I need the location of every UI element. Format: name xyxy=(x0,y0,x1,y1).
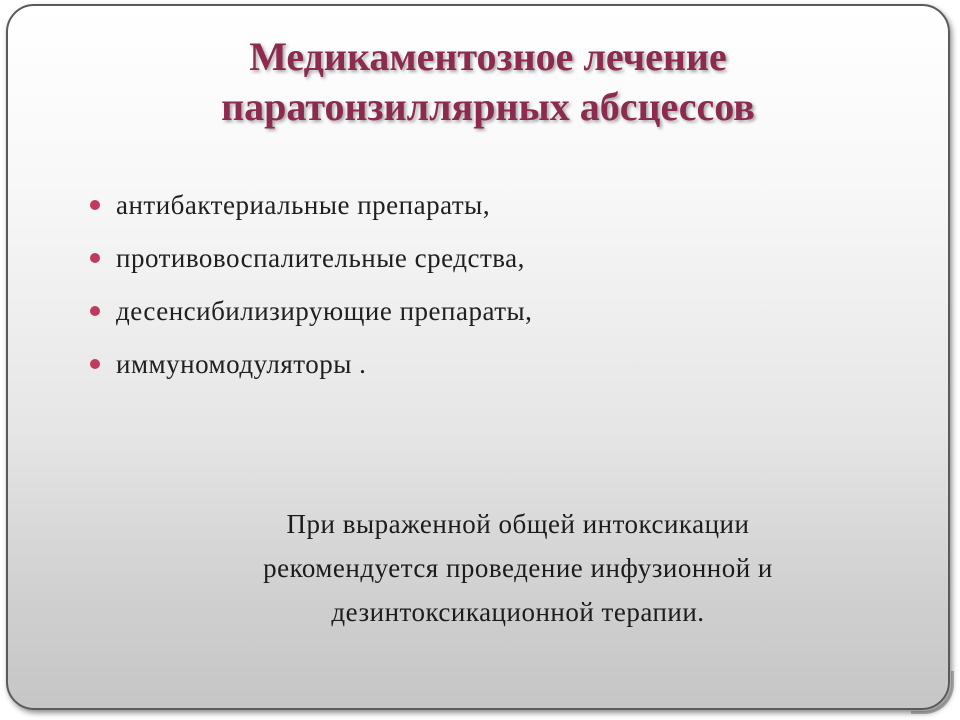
bullet-icon xyxy=(90,200,100,210)
bullet-icon xyxy=(90,359,100,369)
slide-title xyxy=(68,32,908,132)
bullet-item xyxy=(88,184,908,237)
bullet-text: иммуномодуляторы . xyxy=(116,349,367,379)
slide xyxy=(6,4,950,710)
bullet-text: антибактериальные препараты, xyxy=(116,190,491,220)
bullet-icon xyxy=(90,306,100,316)
bullet-text: десенсибилизирующие препараты, xyxy=(116,296,533,326)
note-line-3: дезинтоксикационной терапии. xyxy=(331,597,705,627)
slide-title-line-1: Медикаментозное лечение xyxy=(249,34,727,79)
bullet-icon xyxy=(90,253,100,263)
slide-title-line-2: паратонзиллярных абсцессов xyxy=(221,84,755,129)
note-line-2: рекомендуется проведение инфузионной и xyxy=(263,553,773,583)
bullet-list xyxy=(88,184,908,396)
note-paragraph xyxy=(128,502,908,634)
bullet-item xyxy=(88,237,908,290)
note-line-1: При выраженной общей интоксикации xyxy=(286,509,750,539)
bullet-item xyxy=(88,343,908,396)
bullet-item xyxy=(88,290,908,343)
bullet-text: противовоспалительные средства, xyxy=(116,243,525,273)
